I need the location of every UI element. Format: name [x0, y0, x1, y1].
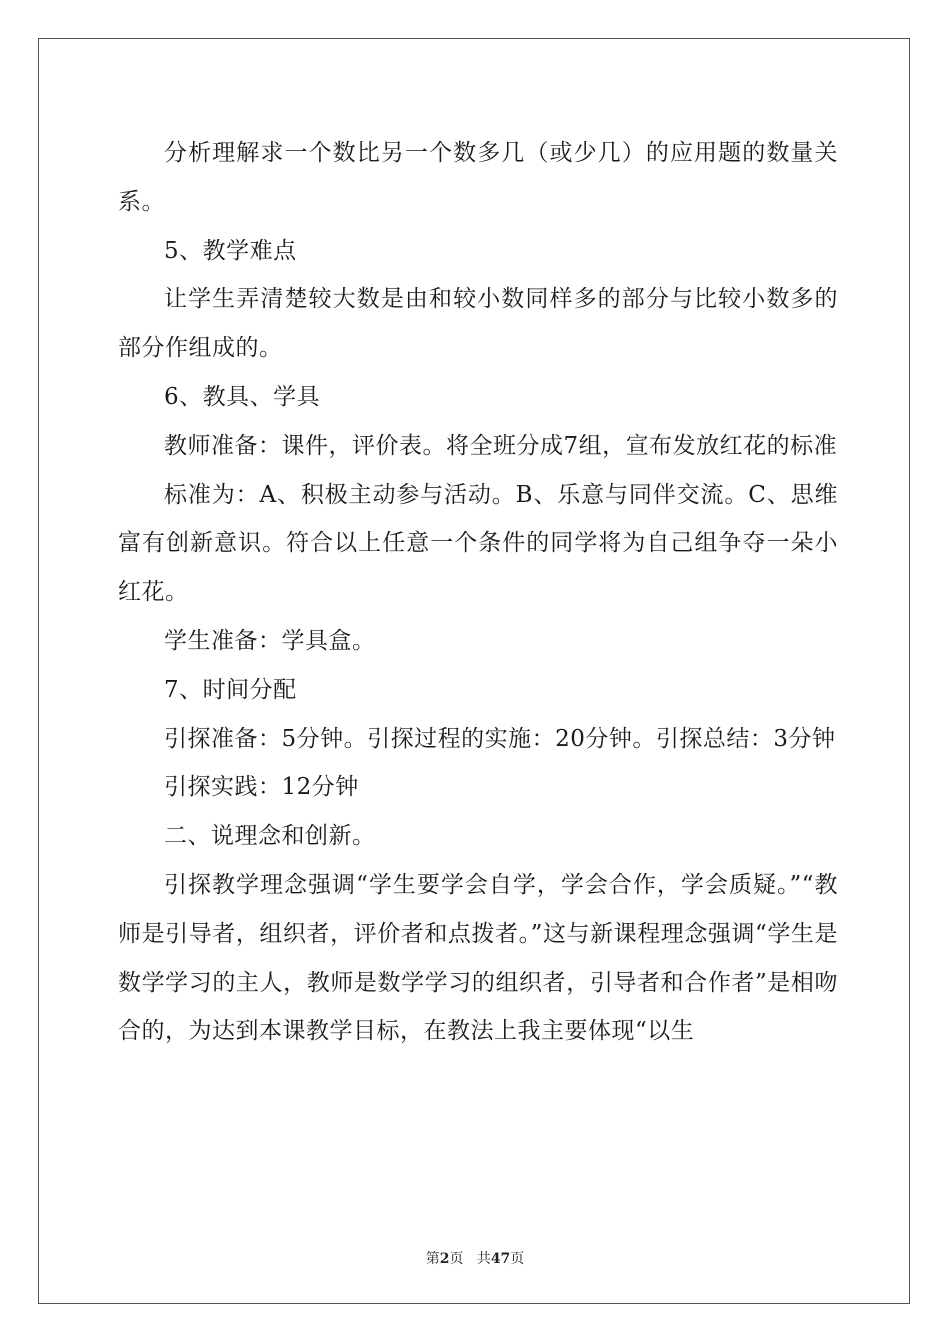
paragraph: 学生准备：学具盒。 — [164, 627, 376, 654]
paragraph: 引探准备：5分钟。引探过程的实施：20分钟。引探总结：3分钟 — [164, 725, 836, 752]
paragraph: 让学生弄清楚较大数是由和较小数同样多的部分与比较小数多的部分作组成的。 — [118, 286, 838, 362]
footer-prefix: 第 — [425, 1251, 440, 1267]
paragraph: 分析理解求一个数比另一个数多几（或少几）的应用题的数量关系。 — [118, 140, 838, 215]
current-page-number: 2 — [439, 1251, 450, 1267]
section-heading: 5、教学难点 — [164, 237, 297, 264]
footer-page-suffix: 页 — [449, 1251, 464, 1267]
section-heading: 二、说理念和创新。 — [164, 823, 376, 850]
paragraph: 教师准备：课件，评价表。将全班分成7组，宣布发放红花的标准 — [164, 432, 838, 459]
section-heading: 7、时间分配 — [164, 676, 297, 703]
paragraph: 标准为：A、积极主动参与活动。B、乐意与同伴交流。C、思维富有创新意识。符合以上任意一个条件的同学将为自己组争夺一朵小红花。 — [118, 481, 838, 606]
paragraph: 引探实践：12分钟 — [164, 774, 359, 801]
document-body — [118, 129, 838, 1056]
paragraph: 引探教学理念强调“学生要学会自学，学会合作，学会质疑。”“教师是引导者，组织者，评价者和点拨者。”这与新课程理念强调“学生是数学学习的主人，教师是数学学习的组织者，引导者和合作者”是相吻合的，为达到本课教学目标，在教法上我主要体现“以生 — [118, 871, 838, 1045]
total-page-count: 47 — [490, 1251, 511, 1267]
section-heading: 6、教具、学具 — [164, 383, 321, 410]
page-footer — [0, 1248, 950, 1268]
footer-total-suffix: 页 — [510, 1251, 525, 1267]
footer-total-prefix: 共 — [476, 1251, 491, 1267]
